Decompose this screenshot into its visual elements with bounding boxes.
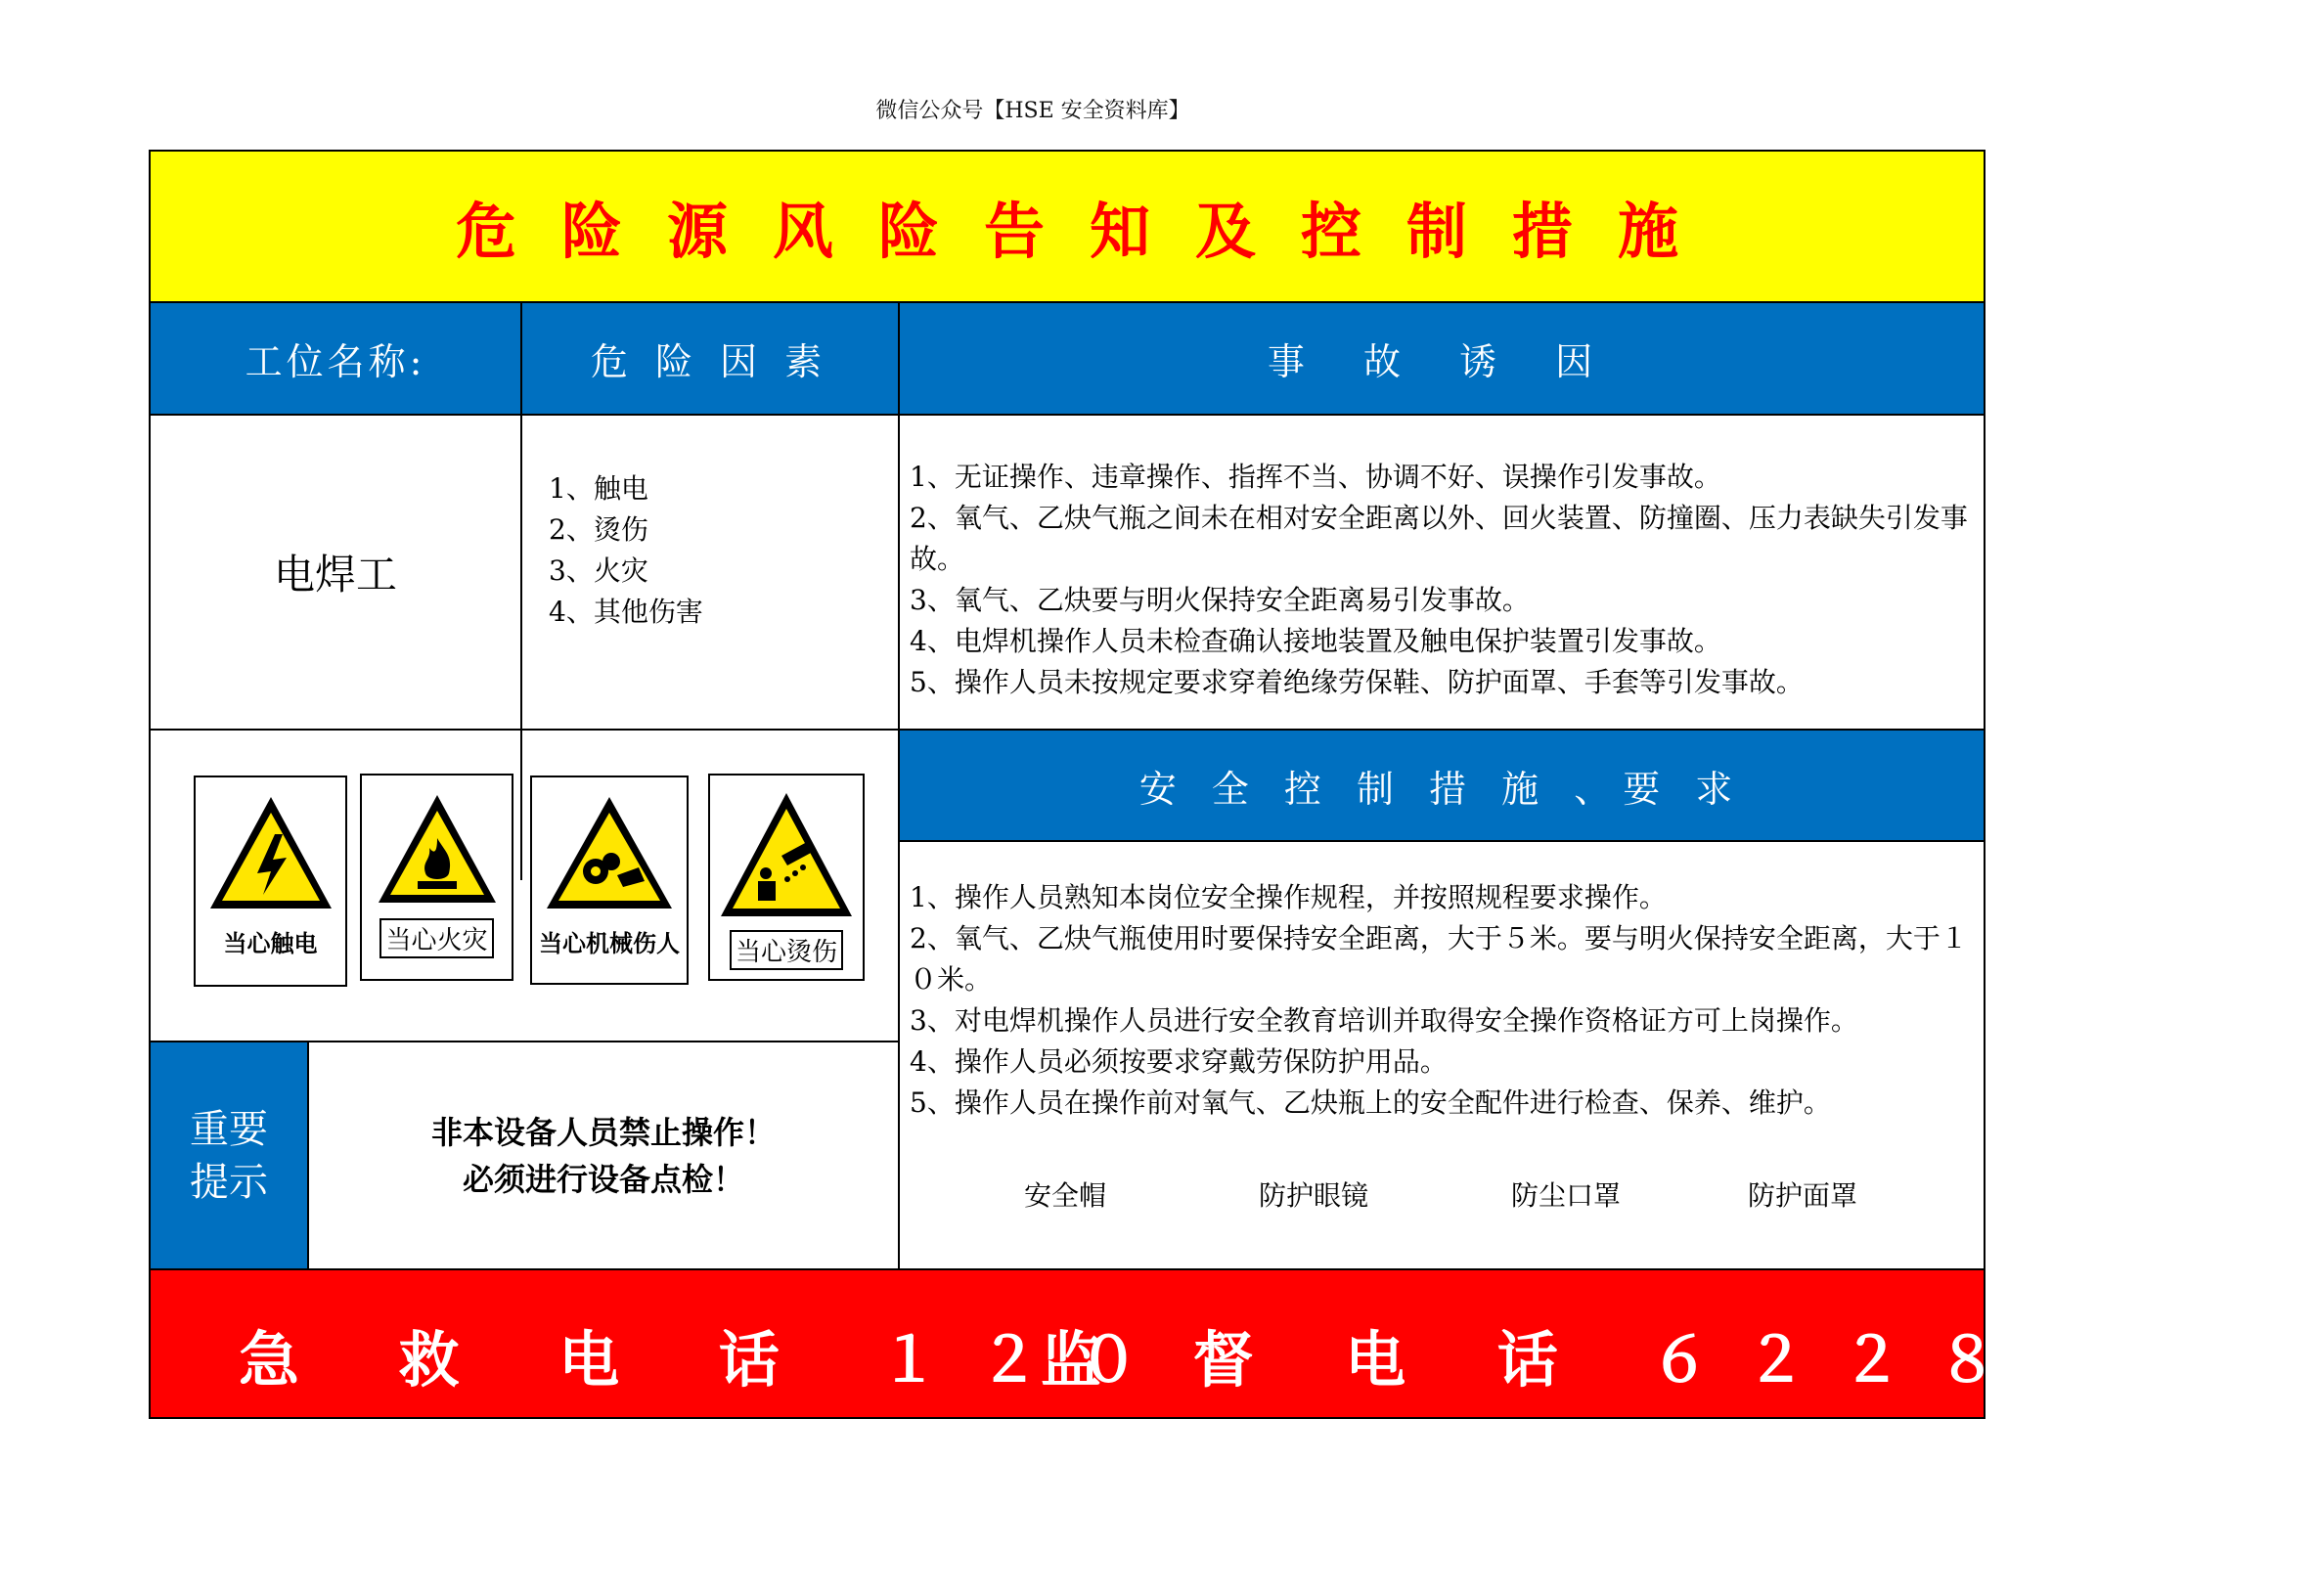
control-measures-header-label: 安 全 控 制 措 施 、要 求	[1138, 767, 1745, 811]
list-item: 5、操作人员在操作前对氧气、乙炔瓶上的安全配件进行检查、保养、维护。	[910, 1086, 1831, 1119]
important-notice-label-line: 提示	[190, 1159, 268, 1205]
page-title: 危险源风险告知及控制措施	[455, 196, 1723, 267]
ppe-label: 防尘口罩	[1511, 1179, 1622, 1212]
accident-causes-header-label: 事 故 诱 因	[1267, 340, 1617, 383]
list-item: 3、火灾	[549, 554, 648, 587]
list-item: 5、操作人员未按规定要求穿着绝缘劳保鞋、防护面罩、手套等引发事故。	[910, 666, 1804, 698]
list-item: 4、电焊机操作人员未检查确认接地装置及触电保护装置引发事故。	[910, 625, 1721, 657]
warning-sign-label: 当心机械伤人	[539, 930, 680, 957]
list-item: 1、触电	[549, 472, 648, 505]
list-item: 1、无证操作、违章操作、指挥不当、协调不好、误操作引发事故。	[910, 461, 1721, 493]
control-measures-header	[900, 731, 1984, 842]
emergency-phone: 急 救 电 话 １２０	[239, 1324, 1179, 1396]
footer-bar	[151, 1268, 2320, 1417]
station-name-cell	[151, 416, 520, 729]
list-item: 1、操作人员熟知本岗位安全操作规程，并按照规程要求操作。	[910, 881, 1667, 913]
station-name: 电焊工	[273, 551, 397, 598]
list-item: 3、对电焊机操作人员进行安全教育培训并取得安全操作资格证方可上岗操作。	[910, 1004, 1858, 1037]
important-notice-line: 必须进行设备点检！	[462, 1160, 744, 1198]
important-notice-text	[309, 1042, 898, 1268]
accident-causes-list	[910, 457, 1976, 703]
accident-causes-header	[900, 303, 1984, 414]
ppe-label: 安全帽	[1024, 1179, 1107, 1212]
warning-sign	[360, 774, 513, 981]
list-item: 2、氧气、乙炔气瓶之间未在相对安全距离以外、回火装置、防撞圈、压力表缺失引发事故。	[910, 502, 1968, 575]
hazard-notice-board	[149, 150, 2320, 1419]
station-name-header	[151, 303, 520, 414]
scald-warning-icon	[719, 791, 854, 922]
warning-sign-label: 当心火灾	[379, 918, 493, 958]
hazard-factors-list	[549, 468, 881, 633]
control-measures-list	[910, 877, 1976, 1124]
list-item: 4、其他伤害	[549, 596, 703, 628]
warning-sign-label: 当心触电	[223, 930, 318, 957]
ppe-label: 防护眼镜	[1259, 1179, 1369, 1212]
supervision-phone: 监 督 电 话 ６２２８２０２	[1041, 1324, 2320, 1396]
ppe-row	[900, 1169, 1984, 1218]
list-item: 2、氧气、乙炔气瓶使用时要保持安全距离，大于５米。要与明火保持安全距离，大于１０米。	[910, 922, 1968, 996]
important-notice-line: 非本设备人员禁止操作！	[430, 1113, 776, 1151]
important-notice-label-line: 重要	[190, 1106, 268, 1152]
divider	[520, 303, 522, 880]
list-item: 2、烫伤	[549, 513, 648, 546]
warning-sign-label: 当心烫伤	[730, 930, 843, 970]
important-notice-label	[151, 1042, 307, 1268]
station-name-header-label: 工位名称:	[245, 340, 426, 383]
warning-sign	[194, 776, 347, 987]
machinery-injury-warning-icon	[543, 793, 676, 916]
fire-warning-icon	[375, 791, 500, 910]
warning-sign	[708, 774, 865, 981]
title-bar	[151, 152, 1984, 303]
list-item: 4、操作人员必须按要求穿戴劳保防护用品。	[910, 1045, 1448, 1078]
watermark: 微信公众号【HSE 安全资料库】	[875, 99, 1190, 123]
list-item: 3、氧气、乙炔要与明火保持安全距离易引发事故。	[910, 584, 1530, 616]
ppe-label: 防护面罩	[1748, 1179, 1858, 1212]
electric-shock-warning-icon	[206, 793, 335, 916]
warning-sign	[530, 776, 689, 985]
hazard-factors-header-label: 危 险 因 素	[590, 340, 830, 383]
hazard-factors-header	[522, 303, 898, 414]
